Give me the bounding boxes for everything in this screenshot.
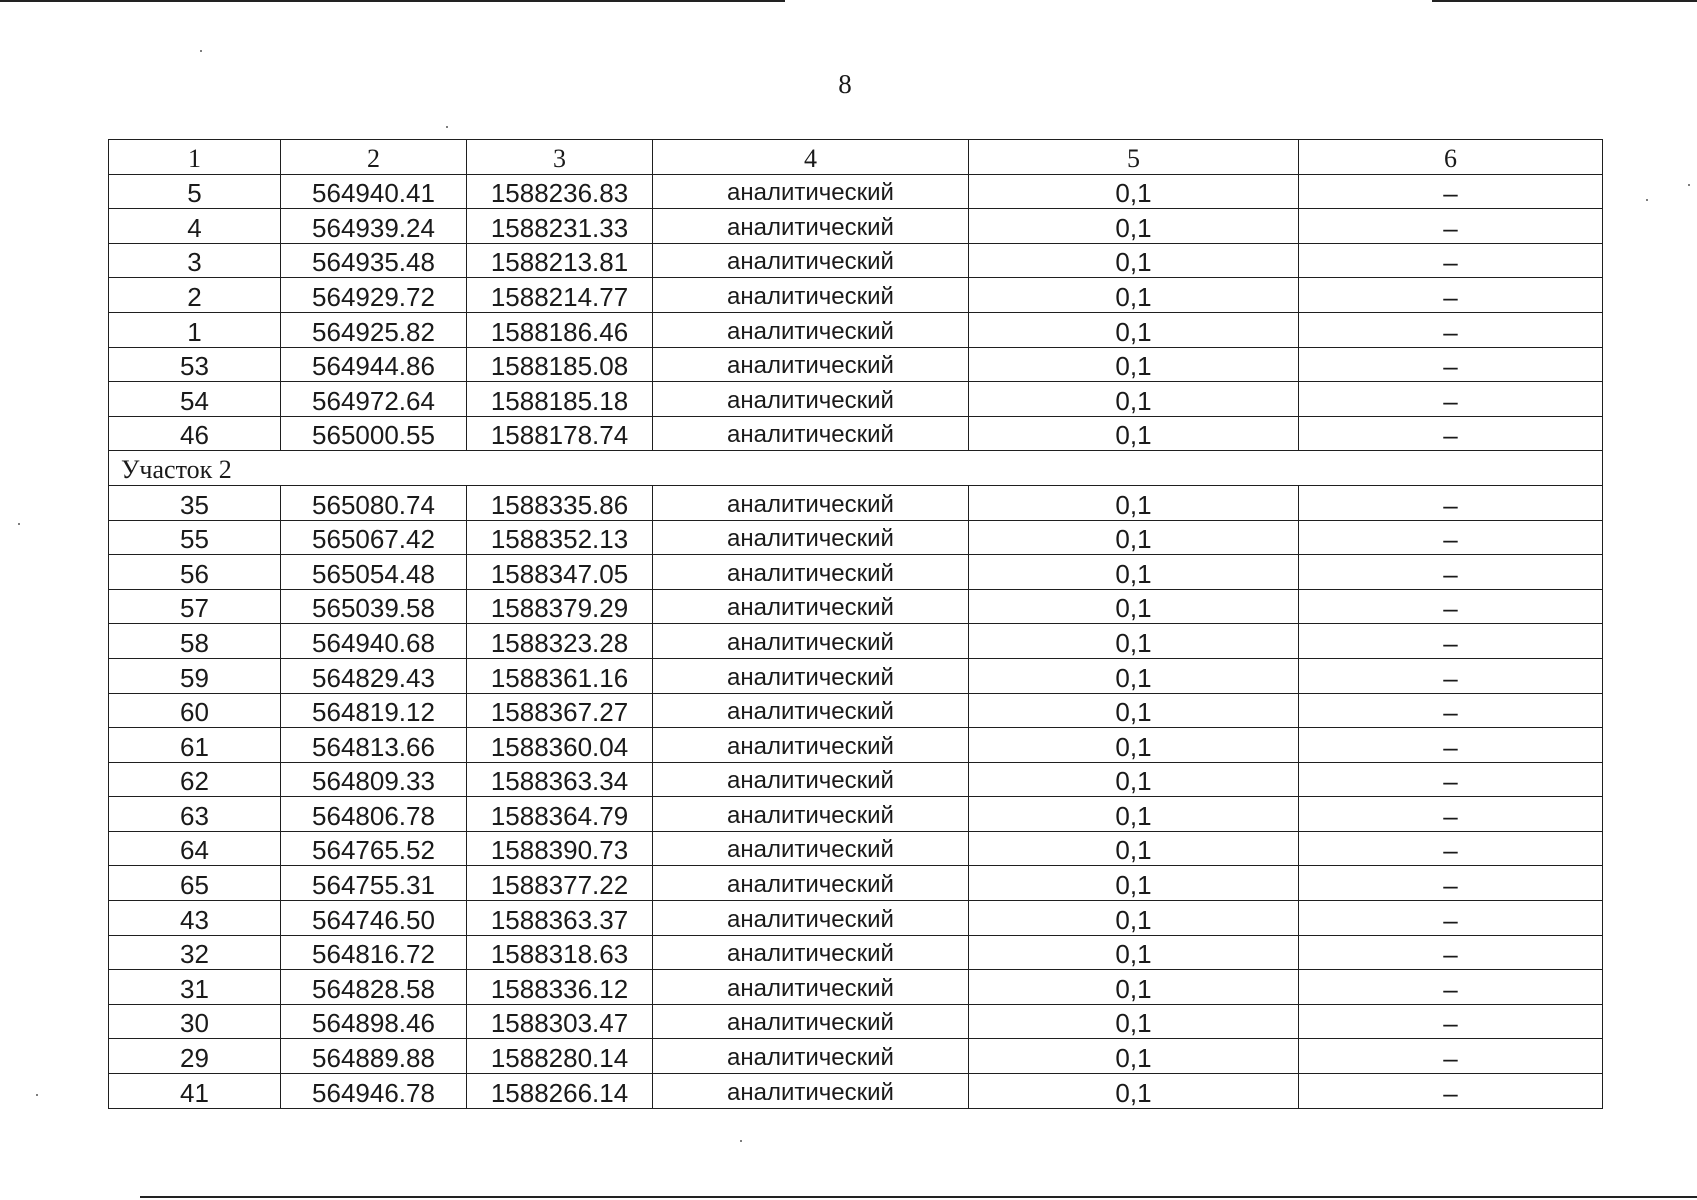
y-coordinate-cell: 1588377.22 [467, 866, 653, 901]
table-row [109, 209, 1603, 244]
note-cell: – [1299, 278, 1603, 313]
point-number-cell: 56 [109, 555, 281, 590]
note-cell: – [1299, 935, 1603, 970]
point-number-cell: 57 [109, 589, 281, 624]
method-cell: аналитический [653, 209, 969, 244]
point-number-cell: 53 [109, 347, 281, 382]
coordinates-table [108, 139, 1603, 1109]
y-coordinate-cell: 1588363.37 [467, 901, 653, 936]
method-cell: аналитический [653, 901, 969, 936]
table-row [109, 589, 1603, 624]
accuracy-cell: 5 [969, 140, 1299, 175]
accuracy-cell: 0,1 [969, 347, 1299, 382]
scan-speck [1646, 199, 1648, 201]
y-coordinate-cell: 1588379.29 [467, 589, 653, 624]
scan-speck [1688, 184, 1690, 186]
y-coordinate-cell: 1588352.13 [467, 520, 653, 555]
header-row [109, 140, 1603, 175]
table-row [109, 935, 1603, 970]
note-cell: – [1299, 866, 1603, 901]
x-coordinate-cell: 2 [281, 140, 467, 175]
x-coordinate-cell: 565067.42 [281, 520, 467, 555]
y-coordinate-cell: 1588347.05 [467, 555, 653, 590]
y-coordinate-cell: 1588185.08 [467, 347, 653, 382]
accuracy-cell: 0,1 [969, 520, 1299, 555]
note-cell: – [1299, 693, 1603, 728]
method-cell: аналитический [653, 347, 969, 382]
note-cell: – [1299, 382, 1603, 417]
point-number-cell: 58 [109, 624, 281, 659]
table-row [109, 624, 1603, 659]
y-coordinate-cell: 1588336.12 [467, 970, 653, 1005]
x-coordinate-cell: 564946.78 [281, 1074, 467, 1109]
table-row [109, 762, 1603, 797]
method-cell: аналитический [653, 1004, 969, 1039]
point-number-cell: 64 [109, 831, 281, 866]
note-cell: – [1299, 589, 1603, 624]
table-row [109, 347, 1603, 382]
accuracy-cell: 0,1 [969, 416, 1299, 451]
y-coordinate-cell: 1588361.16 [467, 658, 653, 693]
y-coordinate-cell: 1588186.46 [467, 312, 653, 347]
method-cell: аналитический [653, 762, 969, 797]
method-cell: аналитический [653, 589, 969, 624]
x-coordinate-cell: 565039.58 [281, 589, 467, 624]
table-row [109, 278, 1603, 313]
method-cell: аналитический [653, 416, 969, 451]
accuracy-cell: 0,1 [969, 693, 1299, 728]
accuracy-cell: 0,1 [969, 382, 1299, 417]
accuracy-cell: 0,1 [969, 901, 1299, 936]
method-cell: аналитический [653, 382, 969, 417]
note-cell: 6 [1299, 140, 1603, 175]
y-coordinate-cell: 1588363.34 [467, 762, 653, 797]
note-cell: – [1299, 555, 1603, 590]
x-coordinate-cell: 564889.88 [281, 1039, 467, 1074]
note-cell: – [1299, 658, 1603, 693]
table-row [109, 1039, 1603, 1074]
note-cell: – [1299, 970, 1603, 1005]
point-number-cell: 46 [109, 416, 281, 451]
note-cell: – [1299, 485, 1603, 520]
section-row [109, 451, 1603, 486]
method-cell: аналитический [653, 555, 969, 590]
accuracy-cell: 0,1 [969, 312, 1299, 347]
point-number-cell: 2 [109, 278, 281, 313]
y-coordinate-cell: 1588364.79 [467, 797, 653, 832]
table-row [109, 243, 1603, 278]
point-number-cell: 31 [109, 970, 281, 1005]
x-coordinate-cell: 564935.48 [281, 243, 467, 278]
table-row [109, 1074, 1603, 1109]
note-cell: – [1299, 174, 1603, 209]
method-cell: аналитический [653, 312, 969, 347]
point-number-cell: 59 [109, 658, 281, 693]
note-cell: – [1299, 520, 1603, 555]
y-coordinate-cell: 1588214.77 [467, 278, 653, 313]
page-number: 8 [838, 69, 852, 99]
note-cell: – [1299, 762, 1603, 797]
y-coordinate-cell: 1588390.73 [467, 831, 653, 866]
table-row [109, 866, 1603, 901]
method-cell: аналитический [653, 278, 969, 313]
x-coordinate-cell: 564829.43 [281, 658, 467, 693]
accuracy-cell: 0,1 [969, 278, 1299, 313]
table-row [109, 312, 1603, 347]
accuracy-cell: 0,1 [969, 797, 1299, 832]
method-cell: аналитический [653, 520, 969, 555]
x-coordinate-cell: 564816.72 [281, 935, 467, 970]
y-coordinate-cell: 1588231.33 [467, 209, 653, 244]
point-number-cell: 43 [109, 901, 281, 936]
point-number-cell: 29 [109, 1039, 281, 1074]
y-coordinate-cell: 1588266.14 [467, 1074, 653, 1109]
table-row [109, 520, 1603, 555]
method-cell: аналитический [653, 174, 969, 209]
scan-speck [36, 1094, 38, 1096]
x-coordinate-cell: 564755.31 [281, 866, 467, 901]
accuracy-cell: 0,1 [969, 658, 1299, 693]
note-cell: – [1299, 831, 1603, 866]
table-row [109, 485, 1603, 520]
point-number-cell: 30 [109, 1004, 281, 1039]
table-row [109, 1004, 1603, 1039]
point-number-cell: 32 [109, 935, 281, 970]
x-coordinate-cell: 565000.55 [281, 416, 467, 451]
scan-edge-bottom [140, 1196, 1697, 1198]
y-coordinate-cell: 1588323.28 [467, 624, 653, 659]
point-number-cell: 35 [109, 485, 281, 520]
method-cell: аналитический [653, 485, 969, 520]
note-cell: – [1299, 901, 1603, 936]
accuracy-cell: 0,1 [969, 970, 1299, 1005]
y-coordinate-cell: 1588178.74 [467, 416, 653, 451]
section-label: Участок 2 [109, 451, 1603, 486]
note-cell: – [1299, 312, 1603, 347]
y-coordinate-cell: 1588360.04 [467, 728, 653, 763]
y-coordinate-cell: 1588236.83 [467, 174, 653, 209]
accuracy-cell: 0,1 [969, 485, 1299, 520]
accuracy-cell: 0,1 [969, 728, 1299, 763]
x-coordinate-cell: 564939.24 [281, 209, 467, 244]
note-cell: – [1299, 1039, 1603, 1074]
scan-speck [200, 50, 202, 52]
accuracy-cell: 0,1 [969, 935, 1299, 970]
scan-speck [18, 523, 20, 525]
table-row [109, 797, 1603, 832]
x-coordinate-cell: 565054.48 [281, 555, 467, 590]
point-number-cell: 41 [109, 1074, 281, 1109]
table-row [109, 693, 1603, 728]
table-row [109, 658, 1603, 693]
scan-edge-top-right [1432, 0, 1697, 2]
x-coordinate-cell: 564819.12 [281, 693, 467, 728]
accuracy-cell: 0,1 [969, 1039, 1299, 1074]
note-cell: – [1299, 1074, 1603, 1109]
method-cell: аналитический [653, 797, 969, 832]
table-row [109, 174, 1603, 209]
note-cell: – [1299, 243, 1603, 278]
note-cell: – [1299, 728, 1603, 763]
point-number-cell: 62 [109, 762, 281, 797]
method-cell: 4 [653, 140, 969, 175]
accuracy-cell: 0,1 [969, 209, 1299, 244]
method-cell: аналитический [653, 866, 969, 901]
x-coordinate-cell: 564746.50 [281, 901, 467, 936]
method-cell: аналитический [653, 935, 969, 970]
point-number-cell: 60 [109, 693, 281, 728]
accuracy-cell: 0,1 [969, 624, 1299, 659]
x-coordinate-cell: 564940.68 [281, 624, 467, 659]
x-coordinate-cell: 564898.46 [281, 1004, 467, 1039]
y-coordinate-cell: 1588213.81 [467, 243, 653, 278]
y-coordinate-cell: 1588303.47 [467, 1004, 653, 1039]
point-number-cell: 55 [109, 520, 281, 555]
point-number-cell: 5 [109, 174, 281, 209]
point-number-cell: 1 [109, 140, 281, 175]
accuracy-cell: 0,1 [969, 589, 1299, 624]
table-body [109, 140, 1603, 1109]
x-coordinate-cell: 564944.86 [281, 347, 467, 382]
accuracy-cell: 0,1 [969, 762, 1299, 797]
y-coordinate-cell: 1588280.14 [467, 1039, 653, 1074]
method-cell: аналитический [653, 243, 969, 278]
table-row [109, 831, 1603, 866]
accuracy-cell: 0,1 [969, 555, 1299, 590]
method-cell: аналитический [653, 728, 969, 763]
point-number-cell: 3 [109, 243, 281, 278]
x-coordinate-cell: 564765.52 [281, 831, 467, 866]
x-coordinate-cell: 564813.66 [281, 728, 467, 763]
method-cell: аналитический [653, 658, 969, 693]
y-coordinate-cell: 1588185.18 [467, 382, 653, 417]
x-coordinate-cell: 564828.58 [281, 970, 467, 1005]
note-cell: – [1299, 797, 1603, 832]
note-cell: – [1299, 209, 1603, 244]
method-cell: аналитический [653, 1074, 969, 1109]
x-coordinate-cell: 564809.33 [281, 762, 467, 797]
note-cell: – [1299, 416, 1603, 451]
table-row [109, 970, 1603, 1005]
method-cell: аналитический [653, 693, 969, 728]
method-cell: аналитический [653, 624, 969, 659]
accuracy-cell: 0,1 [969, 243, 1299, 278]
x-coordinate-cell: 564940.41 [281, 174, 467, 209]
table-row [109, 728, 1603, 763]
x-coordinate-cell: 564925.82 [281, 312, 467, 347]
scan-speck [446, 126, 448, 128]
x-coordinate-cell: 564806.78 [281, 797, 467, 832]
point-number-cell: 4 [109, 209, 281, 244]
table-row [109, 382, 1603, 417]
accuracy-cell: 0,1 [969, 831, 1299, 866]
y-coordinate-cell: 3 [467, 140, 653, 175]
table-row [109, 555, 1603, 590]
y-coordinate-cell: 1588367.27 [467, 693, 653, 728]
point-number-cell: 54 [109, 382, 281, 417]
method-cell: аналитический [653, 970, 969, 1005]
accuracy-cell: 0,1 [969, 1074, 1299, 1109]
accuracy-cell: 0,1 [969, 174, 1299, 209]
method-cell: аналитический [653, 1039, 969, 1074]
note-cell: – [1299, 347, 1603, 382]
accuracy-cell: 0,1 [969, 1004, 1299, 1039]
x-coordinate-cell: 565080.74 [281, 485, 467, 520]
y-coordinate-cell: 1588335.86 [467, 485, 653, 520]
note-cell: – [1299, 624, 1603, 659]
point-number-cell: 1 [109, 312, 281, 347]
accuracy-cell: 0,1 [969, 866, 1299, 901]
x-coordinate-cell: 564972.64 [281, 382, 467, 417]
table-row [109, 901, 1603, 936]
table-row [109, 416, 1603, 451]
point-number-cell: 65 [109, 866, 281, 901]
note-cell: – [1299, 1004, 1603, 1039]
scan-edge-top-left [0, 0, 785, 2]
scan-speck [740, 1140, 742, 1142]
method-cell: аналитический [653, 831, 969, 866]
point-number-cell: 63 [109, 797, 281, 832]
x-coordinate-cell: 564929.72 [281, 278, 467, 313]
point-number-cell: 61 [109, 728, 281, 763]
y-coordinate-cell: 1588318.63 [467, 935, 653, 970]
